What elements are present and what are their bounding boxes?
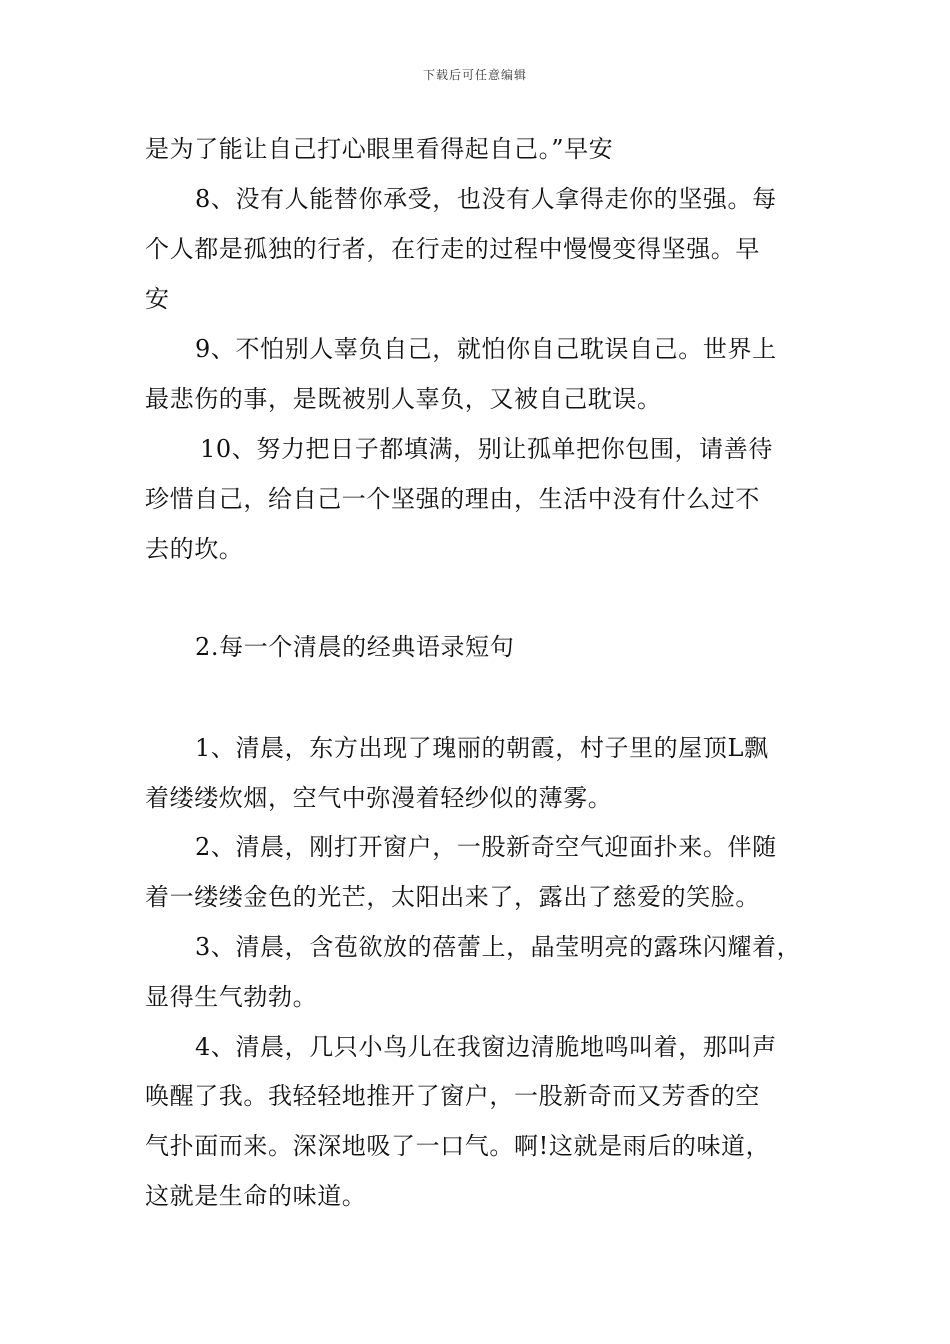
paragraph-line: 着缕缕炊烟，空气中弥漫着轻纱似的薄雾。 [145,784,613,812]
paragraph-line: 着一缕缕金色的光芒，太阳出来了，露出了慈爱的笑脸。 [145,883,760,911]
paragraph-line: 10、努力把日子都填满，别让孤单把你包围，请善待 [200,435,773,463]
paragraph-line: 8、没有人能替你承受，也没有人拿得走你的坚强。每 [195,185,777,213]
paragraph-line: 最悲伤的事，是既被别人辜负，又被自己耽误。 [145,385,662,413]
paragraph-line: 4、清晨，几只小鸟儿在我窗边清脆地鸣叫着，那叫声 [195,1033,777,1061]
page-header: 下载后可任意编辑 [422,68,527,82]
paragraph-line: 唤醒了我。我轻轻地推开了窗户，一股新奇而又芳香的空 [145,1082,760,1110]
paragraph-line: 安 [145,285,170,313]
paragraph-line: 去的坎。 [145,535,244,563]
paragraph-line: 1、清晨，东方出现了瑰丽的朝霞，村子里的屋顶L飘 [195,734,769,762]
paragraph-line: 2、清晨，刚打开窗户，一股新奇空气迎面扑来。伴随 [195,833,777,861]
paragraph-line: 显得生气勃勃。 [145,983,318,1011]
paragraph-line: 个人都是孤独的行者，在行走的过程中慢慢变得坚强。早 [145,235,760,263]
paragraph-line: 9、不怕别人辜负自己，就怕你自己耽误自己。世界上 [195,335,777,363]
paragraph-line: 珍惜自己，给自己一个坚强的理由，生活中没有什么过不 [145,485,760,513]
paragraph-line: 3、清晨，含苞欲放的蓓蕾上，晶莹明亮的露珠闪耀着， [195,933,802,961]
paragraph-line: 这就是生命的味道。 [145,1182,367,1210]
section-heading: 2.每一个清晨的经典语录短句 [195,633,515,661]
paragraph-line: 是为了能让自己打心眼里看得起自己。”早安 [145,135,614,163]
paragraph-line: 气扑面而来。深深地吸了一口气。啊!这就是雨后的味道， [145,1132,771,1160]
